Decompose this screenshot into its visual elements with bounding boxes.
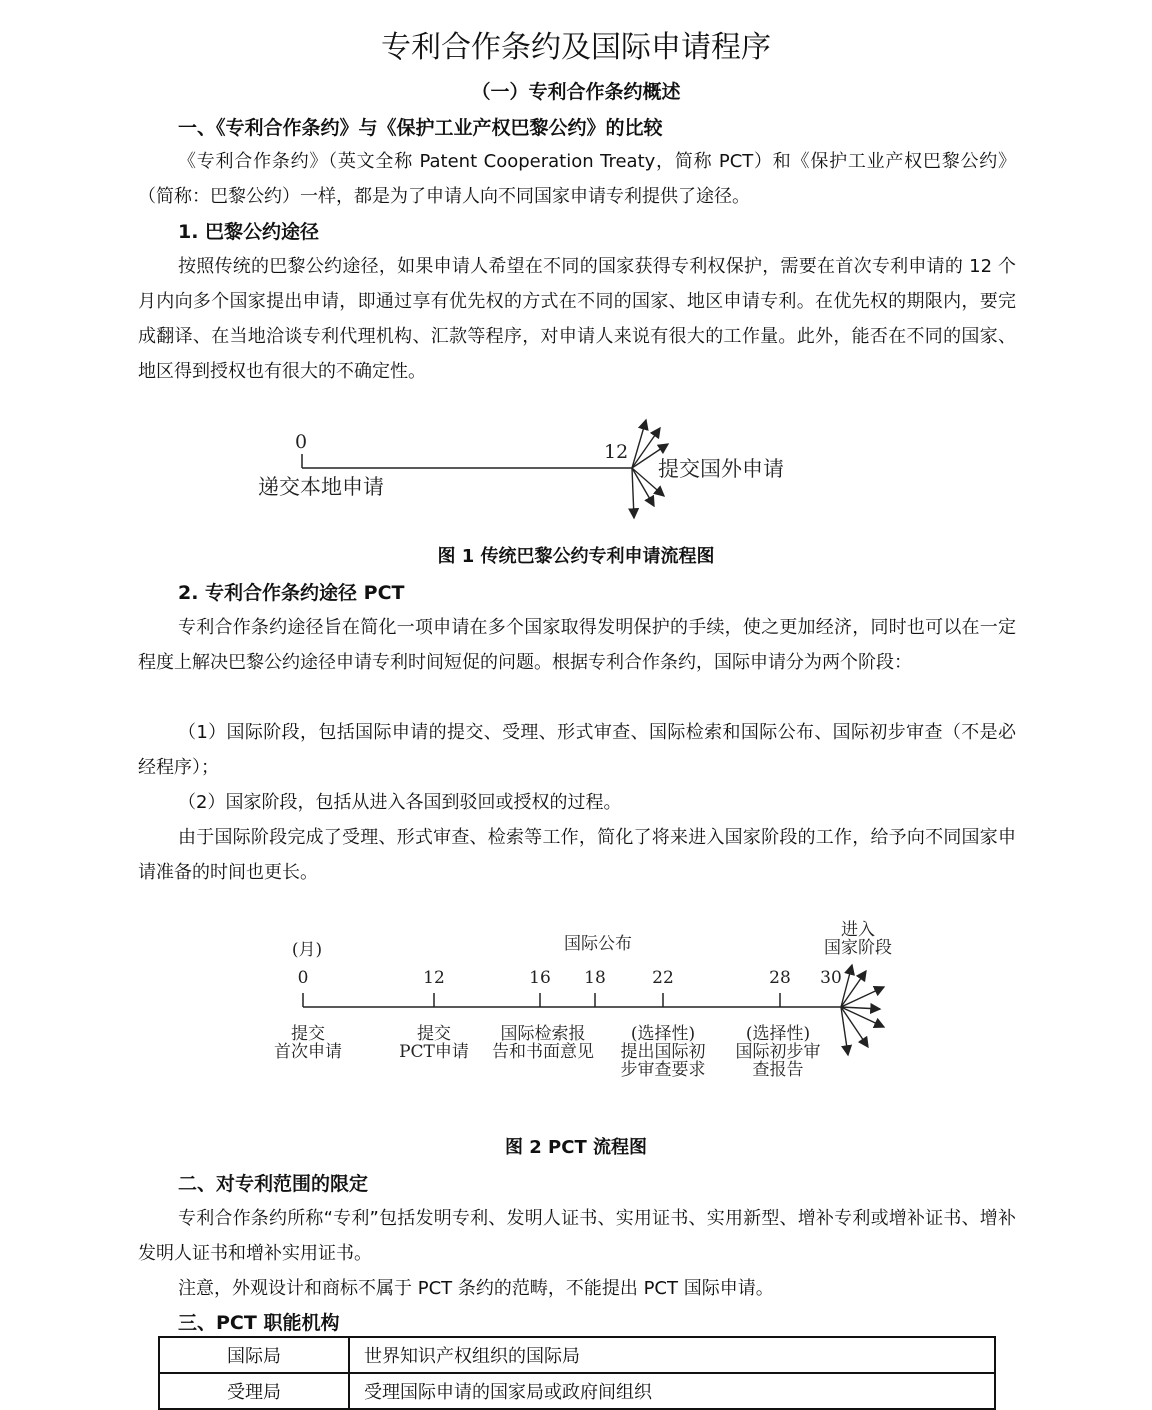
fig1-start-month: 0 [295,431,308,453]
body-description: 受理国际申请的国家局或政府间组织 [349,1373,995,1409]
fig1-end-month: 12 [604,441,629,463]
fig2-label-0-line2: 首次申请 [274,1042,342,1062]
fig2-label-22-line1: (选择性) [630,1024,696,1044]
fig2-enter-label-2: 国家阶段 [824,938,892,958]
fig2-label-22-line3: 步审查要求 [620,1060,706,1080]
body-description: 世界知识产权组织的国际局 [349,1337,995,1373]
fig2-label-16-line1: 国际检索报 [500,1024,586,1044]
fig2-unit: (月) [291,940,323,960]
fig2-tick-12: 12 [423,968,445,988]
pct-bodies-table [158,1336,996,1410]
stage-summary-text: 由于国际阶段完成了受理、形式审查、检索等工作，简化了将来进入国家阶段的工作，给予向不同国家申请准备的时间也更长。 [138,827,1016,883]
fig2-tick-30: 30 [820,968,842,988]
fig2-enter-label-1: 进入 [841,920,875,940]
fig2-arrow-fan [841,965,884,1055]
page-title: 专利合作条约及国际申请程序 [381,30,771,65]
international-stage-text: （1）国际阶段，包括国际申请的提交、受理、形式审查、国际检索和国际公布、国际初步审查（不是必经程序）； [138,722,1016,778]
paris-route-heading: 1. 巴黎公约途径 [178,221,320,243]
fig2-label-28-line1: (选择性) [745,1024,811,1044]
section2-note: 注意，外观设计和商标不属于 PCT 条约的范畴，不能提出 PCT 国际申请。 [178,1278,774,1299]
fig2-ticks [303,993,780,1007]
section3-heading: 三、PCT 职能机构 [178,1312,340,1334]
fig2-tick-18: 18 [584,968,606,988]
fig2-label-22-line2: 提出国际初 [620,1042,706,1062]
section2-heading: 二、对专利范围的限定 [178,1173,369,1195]
fig2-label-28-line3: 查报告 [752,1060,804,1080]
paris-route-text: 按照传统的巴黎公约途径，如果申请人希望在不同的国家获得专利权保护，需要在首次专利申请的 12 个月内向多个国家提出申请，即通过享有优先权的方式在不同的国家、地区申请专利。在优先权的期限内，要完成翻译、在当地洽谈专利代理机构、汇款等程序，对申请人来说有很大的工作量。此外，能否在不同的国家、地区得到授权也有很大的不确定性。 [138,256,1016,382]
body-name: 国际局 [159,1337,349,1373]
fig1-start-label: 递交本地申请 [258,475,384,499]
fig2-caption: 图 2 PCT 流程图 [504,1137,647,1158]
fig2-label-12-line2: PCT申请 [399,1042,469,1062]
table-row [159,1337,995,1373]
fig2-label-28-line2: 国际初步审 [735,1042,821,1062]
pct-route-text: 专利合作条约途径旨在简化一项申请在多个国家取得发明保护的手续，使之更加经济，同时也可以在一定程度上解决巴黎公约途径申请专利时间短促的问题。根据专利合作条约，国际申请分为两个阶段： [138,617,1016,673]
fig2-tick-28: 28 [769,968,791,988]
fig2-label-12-line1: 提交 [417,1024,451,1044]
fig1-end-label: 提交国外申请 [658,457,784,481]
paris-flow-diagram [0,410,1152,530]
national-stage-text: （2）国家阶段，包括从进入各国到驳回或授权的过程。 [178,792,622,813]
section-subtitle: （一）专利合作条约概述 [471,81,681,103]
section1-intro: 《专利合作条约》（英文全称 Patent Cooperation Treaty，简称 PCT）和《保护工业产权巴黎公约》（简称：巴黎公约）一样，都是为了申请人向不同国家申请专利提供了途径。 [138,151,1016,207]
fig2-tick-16: 16 [529,968,551,988]
fig2-tick-22: 22 [652,968,674,988]
pct-flow-diagram [0,915,1152,1085]
fig2-label-16-line2: 告和书面意见 [492,1042,594,1062]
fig2-publish-label: 国际公布 [564,934,632,954]
section1-heading: 一、《专利合作条约》与《保护工业产权巴黎公约》的比较 [178,117,663,139]
section2-text: 专利合作条约所称“专利”包括发明专利、发明人证书、实用证书、实用新型、增补专利或增补证书、增补发明人证书和增补实用证书。 [138,1208,1016,1264]
fig2-tick-0: 0 [297,968,309,988]
fig1-caption: 图 1 传统巴黎公约专利申请流程图 [437,546,715,567]
pct-route-heading: 2. 专利合作条约途径 PCT [178,582,405,604]
body-name: 受理局 [159,1373,349,1409]
table-row [159,1373,995,1409]
fig2-label-0-line1: 提交 [291,1024,325,1044]
